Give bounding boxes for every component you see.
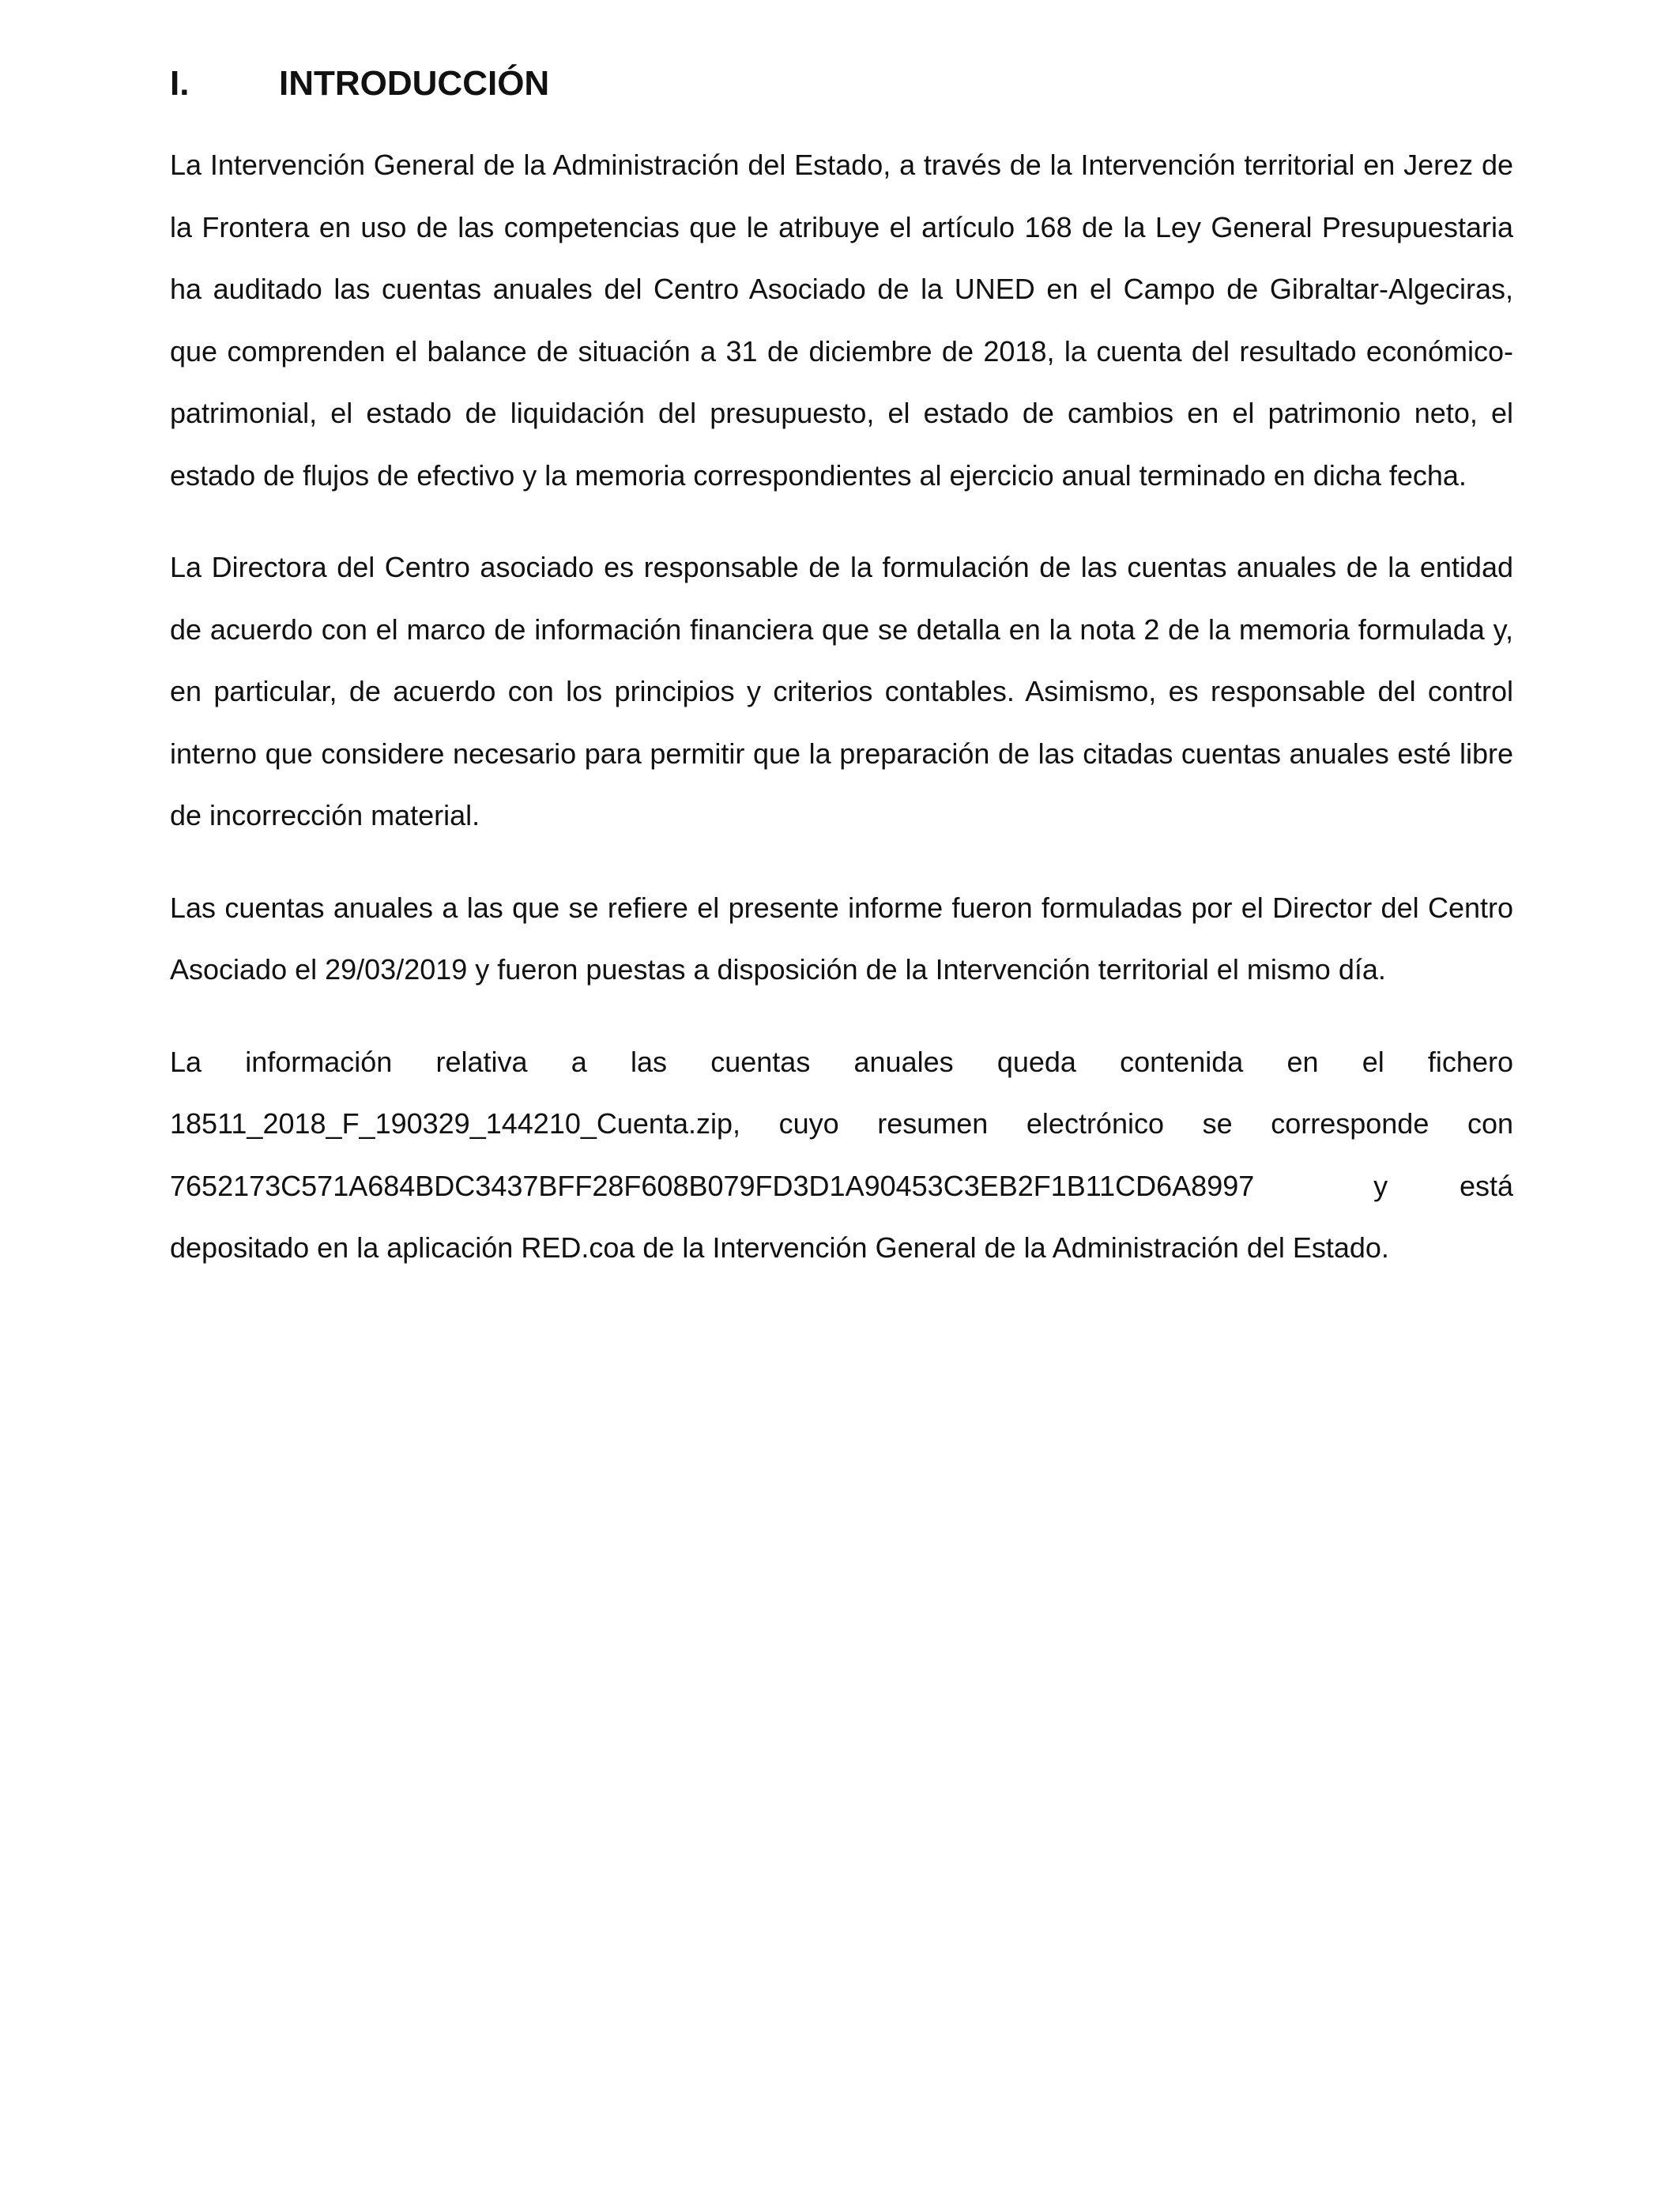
paragraph-4-intro: La información relativa a las cuentas anuales queda contenida en el fichero 18511_2018_F_190329_144210_Cuenta.zip, cuyo resumen electrónico se corresponde con [170, 1045, 1513, 1140]
paragraph-1: La Intervención General de la Administración del Estado, a través de la Intervención territorial en Jerez de la Frontera en uso de las competencias que le atribuye el artículo 168 de la Ley General Presupuestaria ha auditado las cuentas anuales del Centro Asociado de la UNED en el Campo de Gibraltar-Algeciras, que comprenden el balance de situación a 31 de diciembre de 2018, la cuenta del resultado económico-patrimonial, el estado de liquidación del presupuesto, el estado de cambios en el patrimonio neto, el estado de flujos de efectivo y la memoria correspondientes al ejercicio anual terminado en dicha fecha. [170, 149, 1513, 492]
paragraph-3: Las cuentas anuales a las que se refiere el presente informe fueron formuladas por el Director del Centro Asociado el 29/03/2019 y fueron puestas a disposición de la Intervención territorial el mismo día. [170, 891, 1513, 986]
section-title: INTRODUCCIÓN [279, 64, 550, 103]
paragraph-2: La Directora del Centro asociado es responsable de la formulación de las cuentas anuales de la entidad de acuerdo con el marco de información financiera que se detalla en la nota 2 de la memoria formulada y, en particular, de acuerdo con los principios y criterios contables. Asimismo, es responsable del control interno que considere necesario para permitir que la preparación de las citadas cuentas anuales esté libre de incorrección material. [170, 551, 1513, 831]
document-content [170, 55, 1513, 1310]
paragraph-4 [170, 1031, 1513, 1280]
section-heading [170, 55, 1513, 112]
hash-conjunction: y [1373, 1169, 1388, 1202]
electronic-hash: 7652173C571A684BDC3437BFF28F608B079FD3D1A90453C3EB2F1B11CD6A8997 [170, 1169, 1255, 1202]
hash-verb: está [1459, 1169, 1513, 1202]
paragraph-4-closing: depositado en la aplicación RED.coa de la Intervención General de la Administración del Estado. [170, 1231, 1389, 1264]
section-number: I. [170, 64, 190, 103]
paragraph-4-hash-line [170, 1155, 1513, 1218]
